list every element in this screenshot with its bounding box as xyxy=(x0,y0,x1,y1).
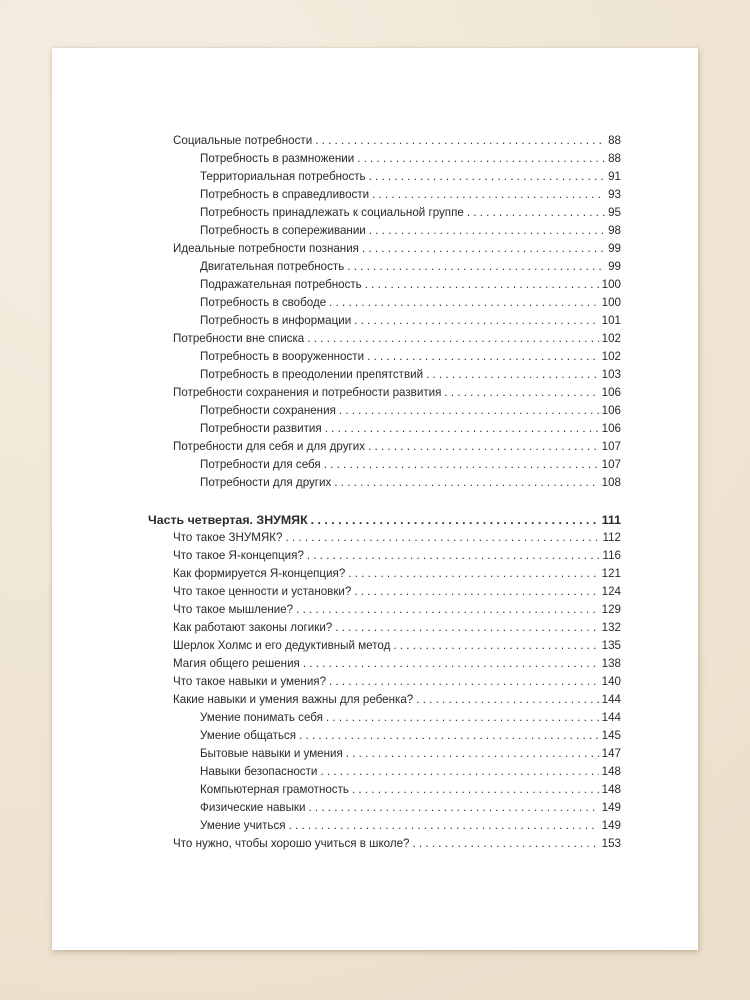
toc-entry-page: 91 xyxy=(608,170,621,183)
toc-entry-page: 149 xyxy=(601,801,621,814)
toc-entry xyxy=(200,368,621,382)
dot-leader xyxy=(329,675,599,689)
toc-entry-page: 100 xyxy=(601,296,621,309)
toc-entry xyxy=(200,711,621,725)
toc-entry xyxy=(200,783,621,797)
toc-entry-page: 88 xyxy=(608,134,621,147)
toc-entry-title: Как работают законы логики? xyxy=(173,621,333,634)
toc-entry xyxy=(200,224,621,238)
toc-entry-page: 148 xyxy=(601,765,621,778)
dot-leader xyxy=(326,711,599,725)
toc-entry-page: 99 xyxy=(608,242,621,255)
dot-leader xyxy=(369,170,606,184)
toc-entry-page: 144 xyxy=(601,693,621,706)
toc-entry xyxy=(173,386,621,400)
dot-leader xyxy=(416,693,598,707)
toc-entry-page: 107 xyxy=(601,458,621,471)
toc-entry-page: 111 xyxy=(601,513,621,527)
toc-entry-title: Двигательная потребность xyxy=(200,260,345,273)
toc-entry-title: Потребность принадлежать к социальной группе xyxy=(200,206,464,219)
toc-entry-page: 108 xyxy=(601,476,621,489)
dot-leader xyxy=(347,260,605,274)
toc-entry xyxy=(173,567,621,581)
toc-entry xyxy=(173,549,621,563)
dot-leader xyxy=(320,765,598,779)
toc-entry-page: 106 xyxy=(601,404,621,417)
toc-entry xyxy=(200,260,621,274)
dot-leader xyxy=(339,404,599,418)
dot-leader xyxy=(348,567,598,581)
toc-entry-title: Территориальная потребность xyxy=(200,170,366,183)
toc-entry xyxy=(173,675,621,689)
toc-entry-page: 140 xyxy=(601,675,621,688)
toc-entry-page: 149 xyxy=(601,819,621,832)
toc-entry-page: 98 xyxy=(608,224,621,237)
toc-entry xyxy=(173,242,621,256)
toc-entry xyxy=(200,801,621,815)
toc-entry-page: 102 xyxy=(601,350,621,363)
dot-leader xyxy=(299,729,599,743)
toc-entry-title: Бытовые навыки и умения xyxy=(200,747,343,760)
toc-entry-title: Идеальные потребности познания xyxy=(173,242,359,255)
toc-entry-title: Умение учиться xyxy=(200,819,286,832)
toc-entry xyxy=(173,621,621,635)
toc-entry xyxy=(200,729,621,743)
toc-entry-page: 106 xyxy=(601,422,621,435)
toc-entry-page: 144 xyxy=(601,711,621,724)
toc-entry-title: Социальные потребности xyxy=(173,134,313,147)
toc-entry-page: 93 xyxy=(608,188,621,201)
toc-entry xyxy=(200,404,621,418)
toc-entry xyxy=(200,747,621,761)
dot-leader xyxy=(354,585,598,599)
dot-leader xyxy=(315,134,605,148)
dot-leader xyxy=(324,458,599,472)
toc-entry-title: Умение общаться xyxy=(200,729,297,742)
toc-entry-title: Потребности для себя и для других xyxy=(173,440,366,453)
dot-leader xyxy=(334,476,598,490)
toc-entry-title: Какие навыки и умения важны для ребенка? xyxy=(173,693,414,706)
toc-entry xyxy=(173,440,621,454)
toc-entry-title: Потребность в сопереживании xyxy=(200,224,366,237)
toc-entry-page: 121 xyxy=(601,567,621,580)
toc-entry-page: 101 xyxy=(601,314,621,327)
toc-entry-page: 106 xyxy=(601,386,621,399)
dot-leader xyxy=(413,837,599,851)
toc-entry-title: Потребности для других xyxy=(200,476,332,489)
toc-entry-title: Что такое ЗНУМЯК? xyxy=(173,531,283,544)
dot-leader xyxy=(296,603,599,617)
toc-entry-title: Магия общего решения xyxy=(173,657,300,670)
toc-entry-page: 138 xyxy=(601,657,621,670)
toc-entry-page: 135 xyxy=(601,639,621,652)
toc-entry-page: 99 xyxy=(608,260,621,273)
toc-entry xyxy=(173,603,621,617)
toc-entry-title: Шерлок Холмс и его дедуктивный метод xyxy=(173,639,391,652)
toc-entry-title: Потребность в свободе xyxy=(200,296,327,309)
toc-entry-page: 132 xyxy=(601,621,621,634)
dot-leader xyxy=(329,296,598,310)
dot-leader xyxy=(352,783,599,797)
toc-entry xyxy=(173,639,621,653)
toc-entry-title: Потребности вне списка xyxy=(173,332,305,345)
toc-entry xyxy=(200,206,621,220)
toc-entry-title: Потребность в справедливости xyxy=(200,188,370,201)
toc-entry xyxy=(200,819,621,833)
toc-entry-page: 107 xyxy=(601,440,621,453)
toc-entry-page: 112 xyxy=(602,531,621,544)
dot-leader xyxy=(368,440,599,454)
toc-entry-page: 102 xyxy=(601,332,621,345)
toc-entry xyxy=(200,278,621,292)
toc-entry-title: Что такое ценности и установки? xyxy=(173,585,352,598)
toc-entry-title: Потребности для себя xyxy=(200,458,321,471)
toc-entry-title: Навыки безопасности xyxy=(200,765,318,778)
toc-entry-title: Потребности развития xyxy=(200,422,322,435)
dot-leader xyxy=(357,152,605,166)
toc-entry xyxy=(173,657,621,671)
toc-entry-title: Потребность в информации xyxy=(200,314,352,327)
dot-leader xyxy=(369,224,605,238)
toc-entry-title: Что нужно, чтобы хорошо учиться в школе? xyxy=(173,837,410,850)
toc-entry xyxy=(173,585,621,599)
toc-entry xyxy=(173,531,621,545)
toc-entry xyxy=(200,350,621,364)
toc-entry-page: 100 xyxy=(601,278,621,291)
dot-leader xyxy=(335,621,598,635)
toc-entry xyxy=(173,693,621,707)
toc-entry-title: Умение понимать себя xyxy=(200,711,323,724)
toc-entry-title: Физические навыки xyxy=(200,801,306,814)
dot-leader xyxy=(467,206,605,220)
dot-leader xyxy=(444,386,598,400)
dot-leader xyxy=(303,657,599,671)
toc-entry-title: Потребность в вооруженности xyxy=(200,350,365,363)
toc-entry-title: Как формируется Я-концепция? xyxy=(173,567,346,580)
toc-entry-page: 88 xyxy=(608,152,621,165)
toc-entry-title: Что такое навыки и умения? xyxy=(173,675,327,688)
book-page xyxy=(52,48,698,950)
toc-entry-title: Часть четвертая. ЗНУМЯК xyxy=(148,513,308,527)
toc-entry xyxy=(200,152,621,166)
dot-leader xyxy=(362,242,605,256)
toc-entry xyxy=(200,422,621,436)
toc-entry-page: 147 xyxy=(601,747,621,760)
toc-entry-page: 145 xyxy=(601,729,621,742)
toc-entry xyxy=(173,134,621,148)
table-of-contents xyxy=(52,48,698,950)
toc-entry xyxy=(200,314,621,328)
dot-leader xyxy=(393,639,598,653)
toc-entry-title: Потребности сохранения и потребности развития xyxy=(173,386,442,399)
dot-leader xyxy=(286,531,600,545)
toc-entry-page: 103 xyxy=(601,368,621,381)
dot-leader xyxy=(311,513,599,527)
toc-part-heading xyxy=(148,513,621,527)
toc-entry xyxy=(173,332,621,346)
dot-leader xyxy=(372,188,605,202)
toc-entry xyxy=(200,765,621,779)
toc-entry xyxy=(173,837,621,851)
toc-entry-title: Что такое Я-концепция? xyxy=(173,549,304,562)
toc-entry-title: Потребности сохранения xyxy=(200,404,336,417)
dot-leader xyxy=(365,278,599,292)
toc-entry-page: 116 xyxy=(602,549,621,562)
toc-entry-title: Компьютерная грамотность xyxy=(200,783,349,796)
toc-entry-page: 95 xyxy=(608,206,621,219)
toc-entry xyxy=(200,170,621,184)
dot-leader xyxy=(354,314,598,328)
dot-leader xyxy=(325,422,599,436)
toc-entry-page: 124 xyxy=(601,585,621,598)
dot-leader xyxy=(308,801,598,815)
toc-entry-page: 148 xyxy=(601,783,621,796)
toc-entry-title: Потребность в размножении xyxy=(200,152,355,165)
dot-leader xyxy=(307,549,600,563)
toc-entry-title: Что такое мышление? xyxy=(173,603,294,616)
toc-entry xyxy=(200,476,621,490)
toc-entry xyxy=(200,188,621,202)
toc-entry-page: 153 xyxy=(601,837,621,850)
toc-entry xyxy=(200,296,621,310)
dot-leader xyxy=(426,368,599,382)
dot-leader xyxy=(346,747,599,761)
toc-entry-page: 129 xyxy=(601,603,621,616)
dot-leader xyxy=(289,819,599,833)
toc-entry-title: Подражательная потребность xyxy=(200,278,362,291)
dot-leader xyxy=(307,332,598,346)
toc-entry-title: Потребность в преодолении препятствий xyxy=(200,368,424,381)
toc-entry xyxy=(200,458,621,472)
dot-leader xyxy=(367,350,599,364)
